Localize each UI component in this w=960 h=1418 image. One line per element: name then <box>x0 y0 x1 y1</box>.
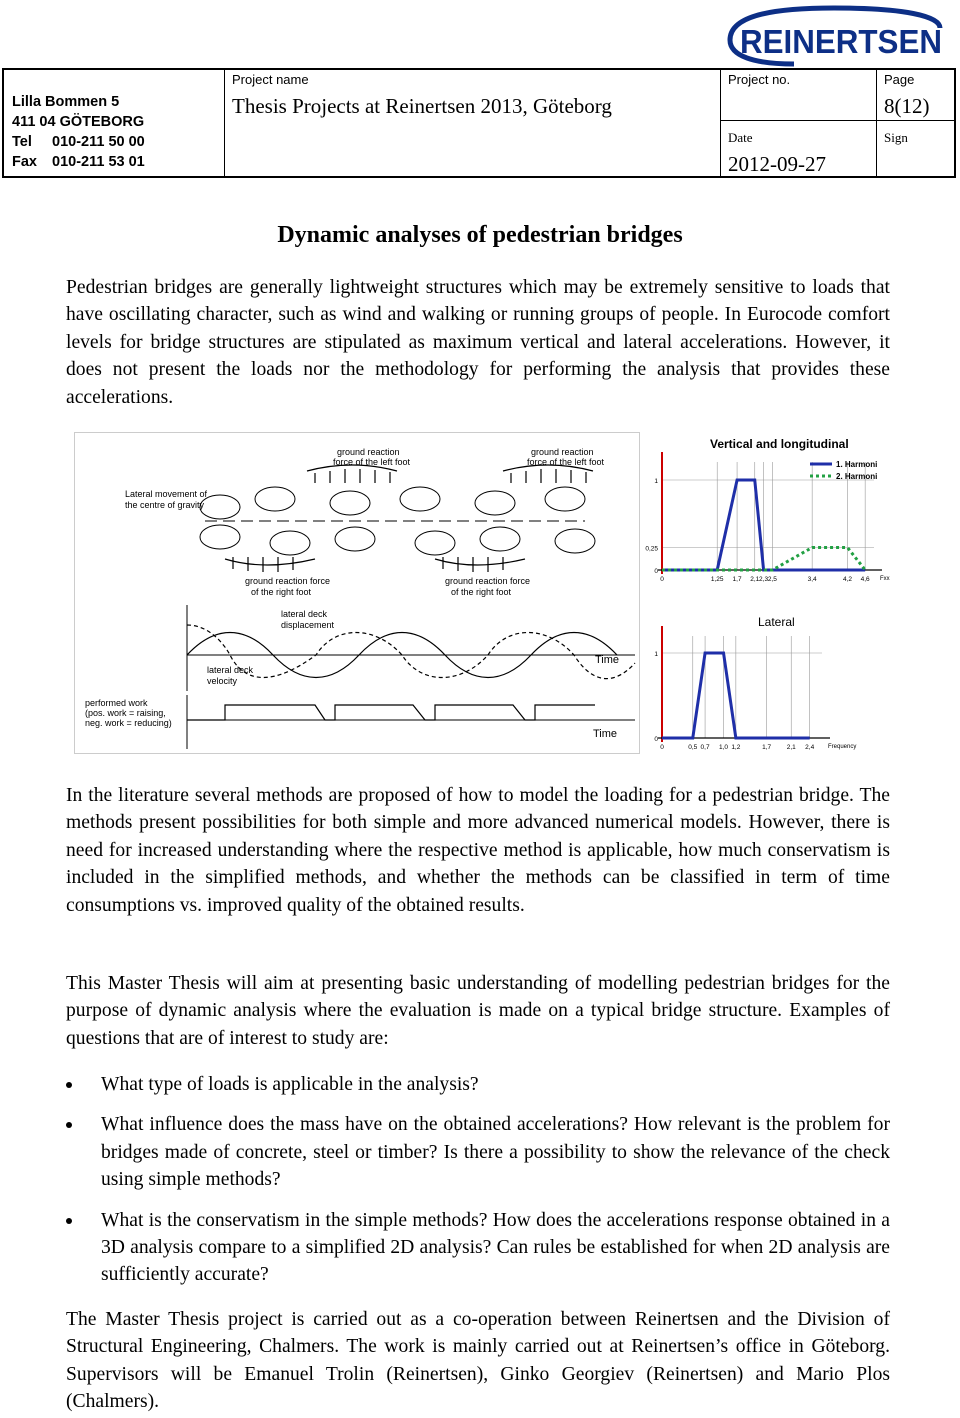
grf-right-label-1: ground reaction force <box>245 576 331 586</box>
x-tick-label: 1,2 <box>731 744 741 751</box>
x-tick-label: 1,25 <box>710 576 724 583</box>
x-tick-label: 0 <box>660 744 664 751</box>
address-city: 411 04 GÖTEBORG <box>12 114 145 130</box>
document-header <box>2 68 956 178</box>
x-tick-label: 2,3 <box>759 576 769 583</box>
reinertsen-logo <box>724 6 946 66</box>
lateral-chart-title: Lateral <box>758 615 795 629</box>
y-tick-label: 0 <box>654 568 658 575</box>
vertical-longitudinal-chart <box>645 432 894 592</box>
lateral-chart <box>648 612 894 754</box>
grf-left-label-1: ground reaction <box>337 447 400 457</box>
project-name: Thesis Projects at Reinertsen 2013, Göteborg <box>232 94 612 118</box>
list-item <box>66 1111 890 1193</box>
bullet-icon <box>66 1218 72 1224</box>
x-tick-label: 2,5 <box>767 576 777 583</box>
x-axis-label: Frequency <box>828 744 857 750</box>
grf-right-label-4: of the right foot <box>451 587 512 597</box>
x-tick-label: 1,0 <box>719 744 729 751</box>
lateral-movement-label-2: the centre of gravity <box>125 500 205 510</box>
x-tick-label: 0 <box>660 576 664 583</box>
list-item <box>66 1207 890 1289</box>
gait-diagram <box>74 432 640 754</box>
x-tick-label: 1,7 <box>762 744 772 751</box>
bullet-icon <box>66 1122 72 1128</box>
logo-text: REINERTSEN <box>740 23 942 60</box>
lateral-movement-label-1: Lateral movement of <box>125 489 208 499</box>
x-tick-label: 2,1 <box>750 576 760 583</box>
page-number: 8(12) <box>884 94 930 118</box>
sign-label: Sign <box>884 130 908 145</box>
y-tick-label: 1 <box>654 478 658 485</box>
deck-vel-label-2: velocity <box>207 676 238 686</box>
legend-label: 1. Harmoni <box>836 460 878 469</box>
date-label: Date <box>728 130 753 145</box>
page-label: Page <box>884 72 915 87</box>
y-tick-label: 1 <box>654 651 658 658</box>
right-foot-force-arrows <box>225 557 525 572</box>
x-tick-label: 0,5 <box>688 744 698 751</box>
project-no-label: Project no. <box>728 72 791 87</box>
fax-number: 010-211 53 01 <box>52 154 145 170</box>
tel-number: 010-211 50 00 <box>52 134 145 150</box>
vertical-chart-title: Vertical and longitudinal <box>710 437 849 451</box>
tel-label: Tel <box>12 134 32 150</box>
x-tick-label: 2,1 <box>786 744 796 751</box>
x-tick-label: 4,2 <box>842 576 853 583</box>
company-address <box>12 92 145 172</box>
y-tick-label: 0,25 <box>645 545 658 553</box>
question-text: What influence does the mass have on the obtained accelerations? How relevant is the problem for bridges made of concrete, steel or timber? Is there a possibility to show the relevance of the check using simple methods? <box>101 1114 890 1191</box>
date-value: 2012-09-27 <box>728 152 826 176</box>
deck-disp-label-1: lateral deck <box>281 609 328 619</box>
time-label-2: Time <box>593 728 618 740</box>
work-signal <box>187 705 595 720</box>
question-text: What is the conservatism in the simple methods? How does the accelerations response obtained in a 3D analysis compare to a simplified 2D analysis? Can rules be established for when 2D analysis are sufficiently accurate? <box>101 1209 890 1286</box>
walking-load-figure <box>74 432 894 754</box>
x-tick-label: 1,7 <box>732 576 742 583</box>
x-tick-label: 2,4 <box>805 744 815 751</box>
time-label-1: Time <box>595 654 620 666</box>
bullet-icon <box>66 1082 72 1088</box>
project-name-label: Project name <box>232 72 309 87</box>
aim-paragraph: This Master Thesis will aim at presenting basic understanding of modelling pedestrian bridges for the purpose of dynamic analysis where the evaluation is made on a typical bridge structure. Examples of questions that are of interest to study are: <box>66 973 890 1049</box>
x-tick-label: 0,7 <box>700 744 710 751</box>
closing-paragraph: The Master Thesis project is carried out as a co-operation between Reinertsen and the Division of Structural Engineering, Chalmers. The work is mainly carried out at Reinertsen’s office in Göteborg. Supervisors will be Emanuel Trolin (Reinertsen), Ginko Georgiev (Reinertsen) and Mario Plos (Chalmers). <box>66 1309 890 1413</box>
fax-label: Fax <box>12 154 37 170</box>
work-label-3: neg. work = reducing) <box>85 718 172 728</box>
grf-right-label-2: of the right foot <box>251 587 312 597</box>
deck-vel-label-1: lateral deck <box>207 665 254 675</box>
deck-disp-label-2: displacement <box>281 620 335 630</box>
legend-label: 2. Harmoni <box>836 472 878 481</box>
grf-left-label-2: force of the left foot <box>333 457 411 467</box>
research-questions <box>66 1071 890 1289</box>
list-item <box>66 1071 890 1098</box>
grf-left-label-3: ground reaction <box>531 447 594 457</box>
work-label-2: (pos. work = raising, <box>85 708 166 718</box>
left-foot-force-arrows <box>307 465 593 483</box>
literature-paragraph: In the literature several methods are proposed of how to model the loading for a pedestrian bridge. The methods present possibilities for both simple and more advanced numerical models. However, there is need for increased understanding where the respective method is applicable, how much conservatism is included in the simplified methods, and whether the methods can be classified in term of time consumptions vs. improved quality of the obtained results. <box>66 785 890 916</box>
x-axis-label: Fxx <box>880 576 890 582</box>
x-tick-label: 4,6 <box>860 576 870 583</box>
grf-left-label-4: force of the left foot <box>527 457 605 467</box>
work-label-1: performed work <box>85 698 148 708</box>
grf-right-label-3: ground reaction force <box>445 576 531 586</box>
address-street: Lilla Bommen 5 <box>12 94 120 110</box>
intro-paragraph: Pedestrian bridges are generally lightweight structures which may be extremely sensitive to loads that have oscillating character, such as wind and walking or running groups of people. In Eurocode comfort levels for bridge structures are stipulated as maximum vertical and lateral accelerations. However, it does not present the loads nor the methodology for performing the analysis that provides these accelerations. <box>66 277 890 408</box>
question-text: What type of loads is applicable in the analysis? <box>101 1074 479 1095</box>
document-title: Dynamic analyses of pedestrian bridges <box>277 222 683 248</box>
x-tick-label: 3,4 <box>807 576 817 583</box>
y-tick-label: 0 <box>654 736 658 743</box>
